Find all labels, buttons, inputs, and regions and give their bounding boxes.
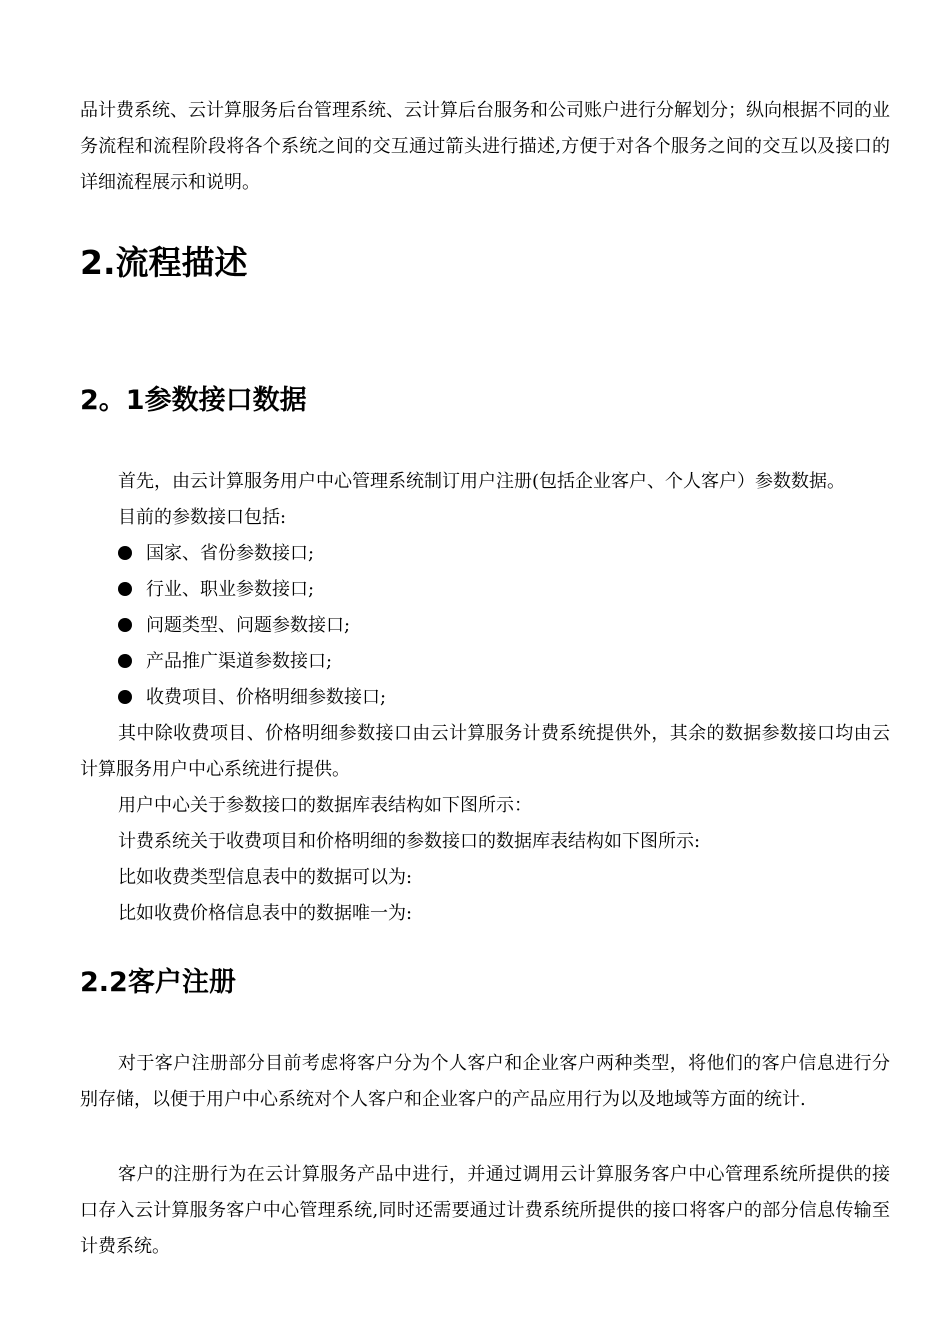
bullet-icon <box>118 546 132 560</box>
section-2-1-lead: 首先，由云计算服务用户中心管理系统制订用户注册(包括企业客户、个人客户）参数数据。 <box>118 471 846 492</box>
user-center-line: 用户中心关于参数接口的数据库表结构如下图所示： <box>118 795 532 816</box>
bullet-text: 行业、职业参数接口; <box>146 579 315 600</box>
bullet-item <box>118 608 350 644</box>
section-2-1-heading: 2。1参数接口数据 <box>80 385 307 416</box>
intro-paragraph: 品计费系统、云计算服务后台管理系统、云计算后台服务和公司账户进行分解划分；纵向根据不同的业务流程和流程阶段将各个系统之间的交互通过箭头进行描述,方便于对各个服务之间的交互以及接口的详细流程展示和说明。 <box>80 100 890 193</box>
bullet-text: 产品推广渠道参数接口; <box>146 651 333 672</box>
bullet-text: 国家、省份参数接口; <box>146 543 315 564</box>
bullet-icon <box>118 690 132 704</box>
fee-price-line: 比如收费价格信息表中的数据唯一为: <box>118 903 413 924</box>
bullet-icon <box>118 618 132 632</box>
registration-paragraph-2: 客户的注册行为在云计算服务产品中进行，并通过调用云计算服务客户中心管理系统所提供的接口存入云计算服务客户中心管理系统,同时还需要通过计费系统所提供的接口将客户的部分信息传输至计费系统。 <box>80 1164 890 1257</box>
bullet-icon <box>118 582 132 596</box>
provide-paragraph: 其中除收费项目、价格明细参数接口由云计算服务计费系统提供外，其余的数据参数接口均由云计算服务用户中心系统进行提供。 <box>80 723 890 780</box>
params-list-intro: 目前的参数接口包括: <box>118 507 287 528</box>
bullet-text: 问题类型、问题参数接口; <box>146 615 351 636</box>
registration-paragraph-1: 对于客户注册部分目前考虑将客户分为个人客户和企业客户两种类型，将他们的客户信息进行分别存储，以便于用户中心系统对个人客户和企业客户的产品应用行为以及地域等方面的统计. <box>80 1053 890 1110</box>
bullet-item <box>118 572 314 608</box>
fee-type-line: 比如收费类型信息表中的数据可以为: <box>118 867 413 888</box>
bullet-item <box>118 536 314 572</box>
bullet-icon <box>118 654 132 668</box>
section-2-2-heading: 2.2客户注册 <box>80 967 236 998</box>
bullet-item <box>118 644 332 680</box>
bullet-text: 收费项目、价格明细参数接口; <box>146 687 387 708</box>
bullet-item <box>118 680 386 716</box>
billing-line: 计费系统关于收费项目和价格明细的参数接口的数据库表结构如下图所示: <box>118 831 701 852</box>
section-2-heading: 2.流程描述 <box>80 243 248 282</box>
